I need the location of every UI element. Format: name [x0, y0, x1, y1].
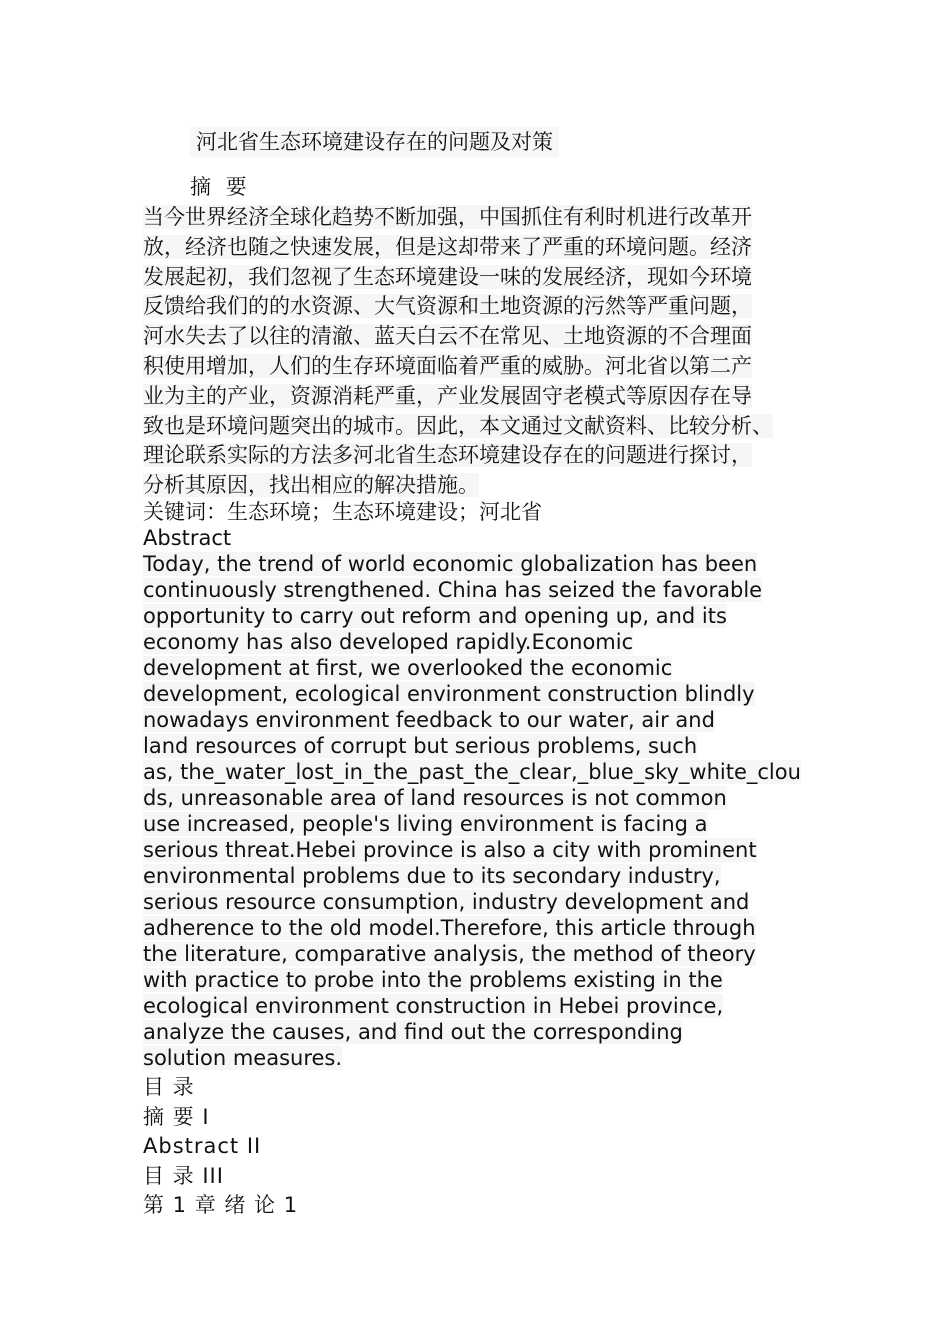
abstract-en-line: land resources of corrupt but serious problems, such [143, 734, 698, 758]
abstract-en-line: continuously strengthened. China has seized the favorable [143, 578, 763, 602]
abstract-cn-line: 放，经济也随之快速发展，但是这却带来了严重的环境问题。经济 [143, 234, 752, 259]
abstract-en-line: analyze the causes, and find out the corresponding [143, 1020, 683, 1044]
abstract-cn-line: 致也是环境问题突出的城市。因此，本文通过文献资料、比较分析、 [143, 413, 773, 438]
toc-entry[interactable]: 摘 要 I [143, 1104, 210, 1129]
abstract-en-line: use increased, people's living environment is facing a [143, 812, 708, 836]
abstract-en-line: adherence to the old model.Therefore, this article through [143, 916, 756, 940]
abstract-en-heading: Abstract [143, 526, 232, 550]
abstract-en-line: ecological environment construction in Hebei province, [143, 994, 724, 1018]
abstract-cn-line: 当今世界经济全球化趋势不断加强，中国抓住有利时机进行改革开 [143, 205, 752, 229]
abstract-en-line: economy has also developed rapidly.Economic [143, 630, 634, 654]
abstract-cn-line: 发展起初，我们忽视了生态环境建设一味的发展经济，现如今环境 [143, 264, 752, 289]
abstract-en-line: as, the_water_lost_in_the_past_the_clear,_blue_sky_white_clou [143, 760, 801, 784]
abstract-en-line: nowadays environment feedback to our water, air and [143, 708, 715, 732]
toc-heading: 目 录 [143, 1075, 195, 1099]
abstract-en-line: serious threat.Hebei province is also a city with prominent [143, 838, 757, 862]
keywords-line: 关键词：生态环境；生态环境建设；河北省 [143, 500, 542, 524]
abstract-cn-heading: 摘 要 [190, 175, 251, 199]
abstract-en-line: development at first, we overlooked the economic [143, 656, 673, 680]
abstract-cn-line: 理论联系实际的方法多河北省生态环境建设存在的问题进行探讨， [143, 443, 752, 468]
abstract-cn-line: 积使用增加，人们的生存环境面临着严重的威胁。河北省以第二产 [143, 353, 752, 378]
abstract-en-line: with practice to probe into the problems existing in the [143, 968, 723, 992]
abstract-en-line: development, ecological environment construction blindly [143, 682, 755, 706]
toc-entry[interactable]: 目 录 III [143, 1163, 224, 1188]
abstract-en-line: ds, unreasonable area of land resources is not common [143, 786, 727, 810]
abstract-en-line: Today, the trend of world economic globalization has been [143, 552, 758, 576]
document-title: 河北省生态环境建设存在的问题及对策 [190, 127, 559, 157]
abstract-en-line: solution measures. [143, 1046, 343, 1070]
abstract-cn-line: 反馈给我们的的水资源、大气资源和土地资源的污然等严重问题， [143, 294, 752, 319]
abstract-cn-body [143, 203, 823, 501]
abstract-en-line: the literature, comparative analysis, the method of theory [143, 942, 756, 966]
toc-entry[interactable]: Abstract II [143, 1134, 262, 1158]
abstract-cn-line: 业为主的产业，资源消耗严重，产业发展固守老模式等原因存在导 [143, 383, 752, 408]
abstract-en-line: serious resource consumption, industry development and [143, 890, 750, 914]
abstract-en-line: opportunity to carry out reform and opening up, and its [143, 604, 727, 628]
table-of-contents [143, 1073, 298, 1221]
abstract-en-body [143, 551, 843, 1071]
toc-entry[interactable]: 第 1 章 绪 论 1 [143, 1193, 299, 1217]
abstract-en-line: environmental problems due to its secondary industry, [143, 864, 721, 888]
abstract-cn-line: 河水失去了以往的清澈、蓝天白云不在常见、土地资源的不合理面 [143, 324, 752, 349]
abstract-cn-line: 分析其原因，找出相应的解决措施。 [143, 473, 479, 498]
